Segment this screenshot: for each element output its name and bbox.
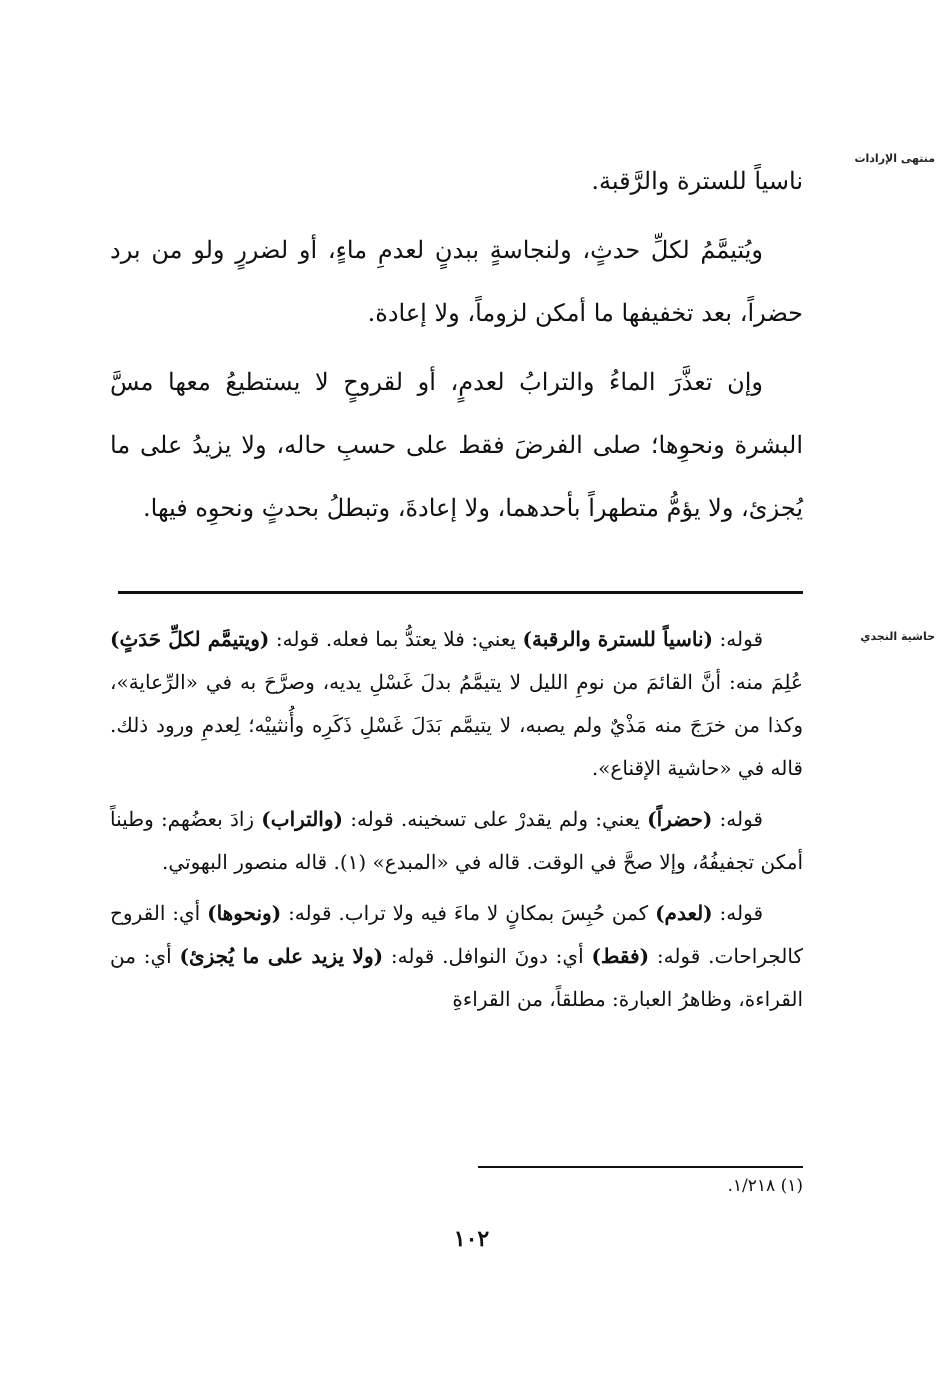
section-divider [118,591,803,594]
commentary-text-run: زادَ بعضُهم: وطيناً أمكن تجفيفُهُ، وإلا صحَّ في الوقت. قاله في «المبدع» (١). قاله منصور البهوتي. [110,807,803,874]
quoted-phrase: (لعدم) [655,901,713,925]
commentary-text-run: قوله: [712,901,763,925]
side-label-main-text: منتهى الإرادات [854,152,935,165]
commentary-text-run: قوله: [712,807,763,831]
commentary-text-run: أي: دونَ النوافل. قوله: [383,944,592,968]
commentary-text-run: أي: من القراءة، وظاهرُ العبارة: مطلقاً، من القراءةِ [110,944,803,1011]
quoted-phrase: (ولا يزيد على ما يُجزئ) [179,944,384,968]
main-paragraph-2: ويُتيمَّمُ لكلِّ حدثٍ، ولنجاسةٍ ببدنٍ لعدمِ ماءٍ، أو لضررٍ ولو من برد حضراً، بعد تخفيفها ما أمكن لزوماً، ولا إعادة. [110,236,803,327]
commentary-text-run: كمن حُبِسَ بمكانٍ لا ماءَ فيه ولا تراب. قوله: [281,901,656,925]
commentary-text [110,618,803,1029]
commentary-text-run: يعني: فلا يعتدُّ بما فعله. قوله: [269,627,523,651]
main-paragraph-3: وإن تعذَّرَ الماءُ والترابُ لعدمٍ، أو لقروحٍ لا يستطيعُ معها مسَّ البشرة ونحوِها؛ صلى الفرضَ فقط على حسبِ حاله، ولا يزيدُ على ما يُجزئ، ولا يؤمُّ متطهراً بأحدهما، ولا إعادةَ، وتبطلُ بحدثٍ ونحوِه فيها. [110,368,803,522]
quoted-phrase: (ناسياً للسترة والرقبة) [522,627,714,651]
commentary-text-run: يعني: ولم يقدرْ على تسخينه. قوله: [343,807,648,831]
footnote-divider [478,1166,803,1168]
quoted-phrase: (ويتيمَّم لكلِّ حَدَثٍ) [110,627,270,651]
commentary-text-run: قوله: [713,627,764,651]
commentary-text-run: أي: القروح كالجراحات. قوله: [110,901,803,968]
main-text [110,150,803,546]
commentary-text-run: عُلِمَ منه: أنَّ القائمَ من نومِ الليل لا يتيمَّمُ بدلَ غَسْلِ يديه، وصرَّحَ به في «الرِّعاية»، وكذا من خرَجَ منه مَذْيٌ ولم يصبه، لا يتيمَّم بَدَلَ غَسْلِ ذَكَرِه وأُنثييْه؛ لِعدمِ ورود ذلك. قاله في «حاشية الإقناع». [110,670,803,780]
quoted-phrase: (والتراب) [261,807,343,831]
quoted-phrase: (فقط) [591,944,650,968]
main-paragraph-1: ناسياً للسترة والرَّقبة. [591,167,803,195]
side-label-commentary: حاشية النجدي [860,630,935,643]
commentary-paragraph-2 [110,798,803,884]
commentary-paragraph-3 [110,892,803,1021]
quoted-phrase: (ونحوها) [207,901,282,925]
footnote: (١) ١/٢١٨. [727,1176,803,1196]
commentary-paragraph-1 [110,618,803,790]
quoted-phrase: (حضراً) [647,807,713,831]
page-number: ١٠٢ [453,1226,490,1252]
